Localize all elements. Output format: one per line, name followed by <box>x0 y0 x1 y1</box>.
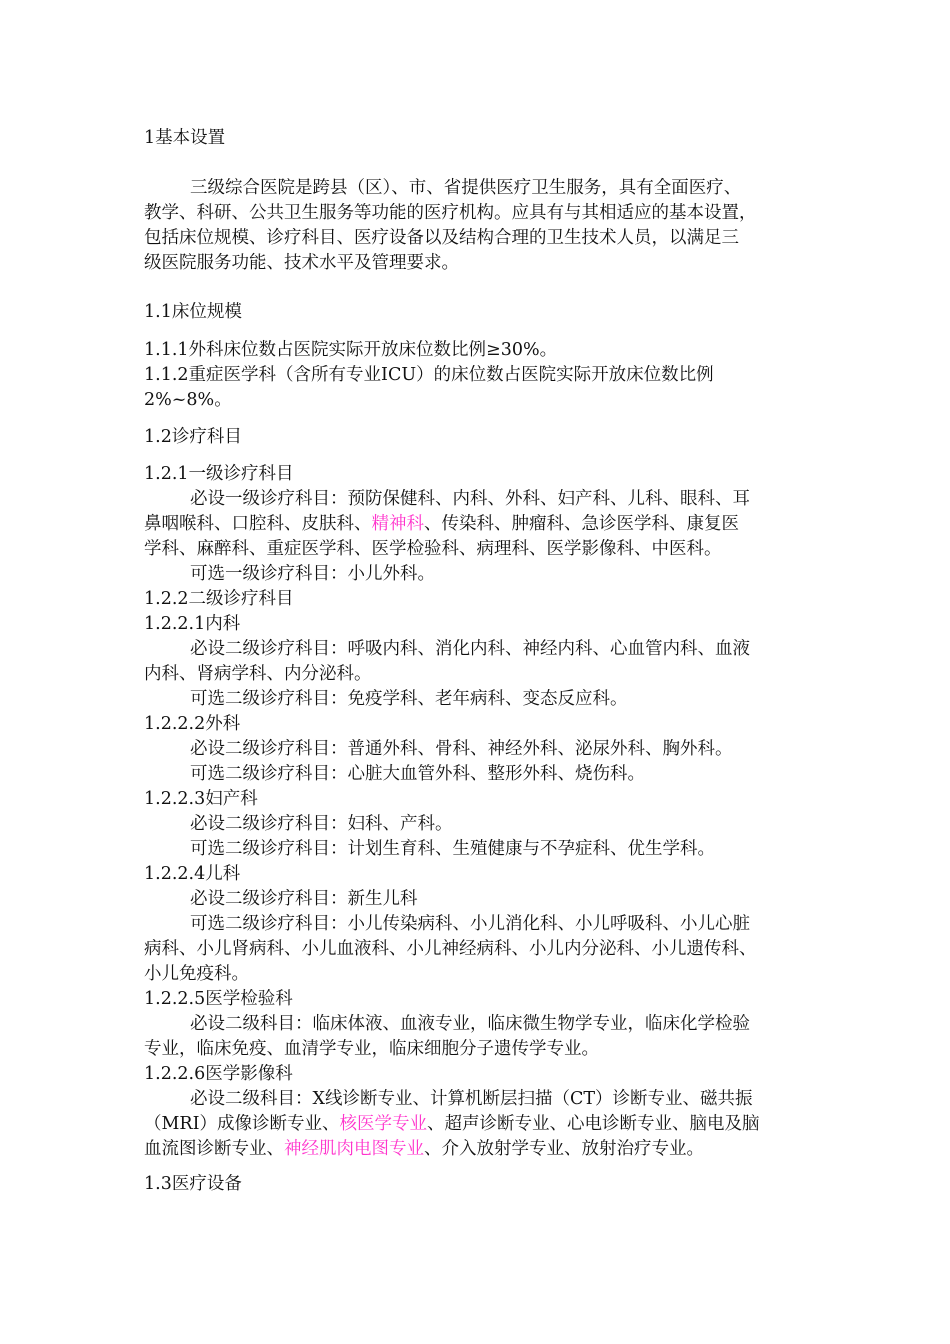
section-heading-equipment: 1.3医疗设备 <box>144 1174 242 1194</box>
intro-paragraph: 三级综合医院是跨县（区）、市、省提供医疗卫生服务，具有全面医疗、 教学、科研、公共卫生服务等功能的医疗机构。应具有与其相适应的基本设置， 包括床位规模、诊疗科目、医疗设备以及结构合理的卫生技术人员，以满足三 级医院服务功能、技术水平及管理要求。 <box>144 178 757 273</box>
section-heading-departments: 1.2诊疗科目 <box>144 427 242 447</box>
bed-rules: 1.1.1外科床位数占医院实际开放床位数比例≥30%。 1.1.2重症医学科（含所有专业ICU）的床位数占医院实际开放床位数比例 2%~8%。 <box>144 340 714 410</box>
surgery-title: 1.2.2.2外科 <box>144 714 241 734</box>
level1-title: 1.2.1一级诊疗科目 <box>144 464 294 484</box>
departments-list: 1.2.1一级诊疗科目 必设一级诊疗科目：预防保健科、内科、外科、妇产科、儿科、眼科、耳 鼻咽喉科、口腔科、皮肤科、精神科、传染科、肿瘤科、急诊医学科、康复医 学科、麻醉科、重症医学科、医学检验科、病理科、医学影像科、中医科。 可选一级诊疗科目：小儿外科。 1.2.2二级诊疗科目 1.2.2.1内科 必设二级诊疗科目：呼吸内科、消化内科、神经内科、心血管内科、血液 内科、肾病学科、内分泌科。 可选二级诊疗科目：免疫学科、老年病科、变态反应科。 1.2.2.2外科 必设二级诊疗科目：普通外科、骨科、神经外科、泌尿外科、胸外科。 可选二级诊疗科目：心脏大血管外科、整形外科、烧伤科。 1.2.2.3妇产科 必设二级诊疗科目：妇科、产科。 可选二级诊疗科目：计划生育科、生殖健康与不孕症科、优生学科。 1.2.2.4儿科 必设二级诊疗科目：新生儿科 可选二级诊疗科目：小儿传染病科、小儿消化科、小儿呼吸科、小儿心脏 病科、小儿肾病科、小儿血液科、小儿神经病科、小儿内分泌科、小儿遗传科、 小儿免疫科。 1.2.2.5医学检验科 必设二级科目：临床体液、血液专业，临床微生物学专业，临床化学检验 专业，临床免疫、血清学专业，临床细胞分子遗传学专业。 1.2.2.6医学影像科 必设二级科目：X线诊断专业、计算机断层扫描（CT）诊断专业、磁共振 （MRI）成像诊断专业、核医学专业、超声诊断专业、心电诊断专业、脑电及脑 血流图诊断专业、神经肌肉电图专业、介入放射学专业、放射治疗专业。 <box>144 462 808 1162</box>
internal-title: 1.2.2.1内科 <box>144 614 241 634</box>
level2-title: 1.2.2二级诊疗科目 <box>144 589 294 609</box>
highlight-nuclear-medicine: 核医学专业 <box>339 1114 428 1134</box>
section-heading-basic-setup: 1基本设置 <box>144 128 226 148</box>
lab-title: 1.2.2.5医学检验科 <box>144 989 293 1009</box>
imaging-title: 1.2.2.6医学影像科 <box>144 1064 293 1084</box>
highlight-psychiatry: 精神科 <box>371 514 424 534</box>
obgyn-title: 1.2.2.3妇产科 <box>144 789 258 809</box>
section-heading-bed-scale: 1.1床位规模 <box>144 302 242 322</box>
highlight-emg: 神经肌肉电图专业 <box>284 1139 424 1159</box>
pediatrics-title: 1.2.2.4儿科 <box>144 864 241 884</box>
